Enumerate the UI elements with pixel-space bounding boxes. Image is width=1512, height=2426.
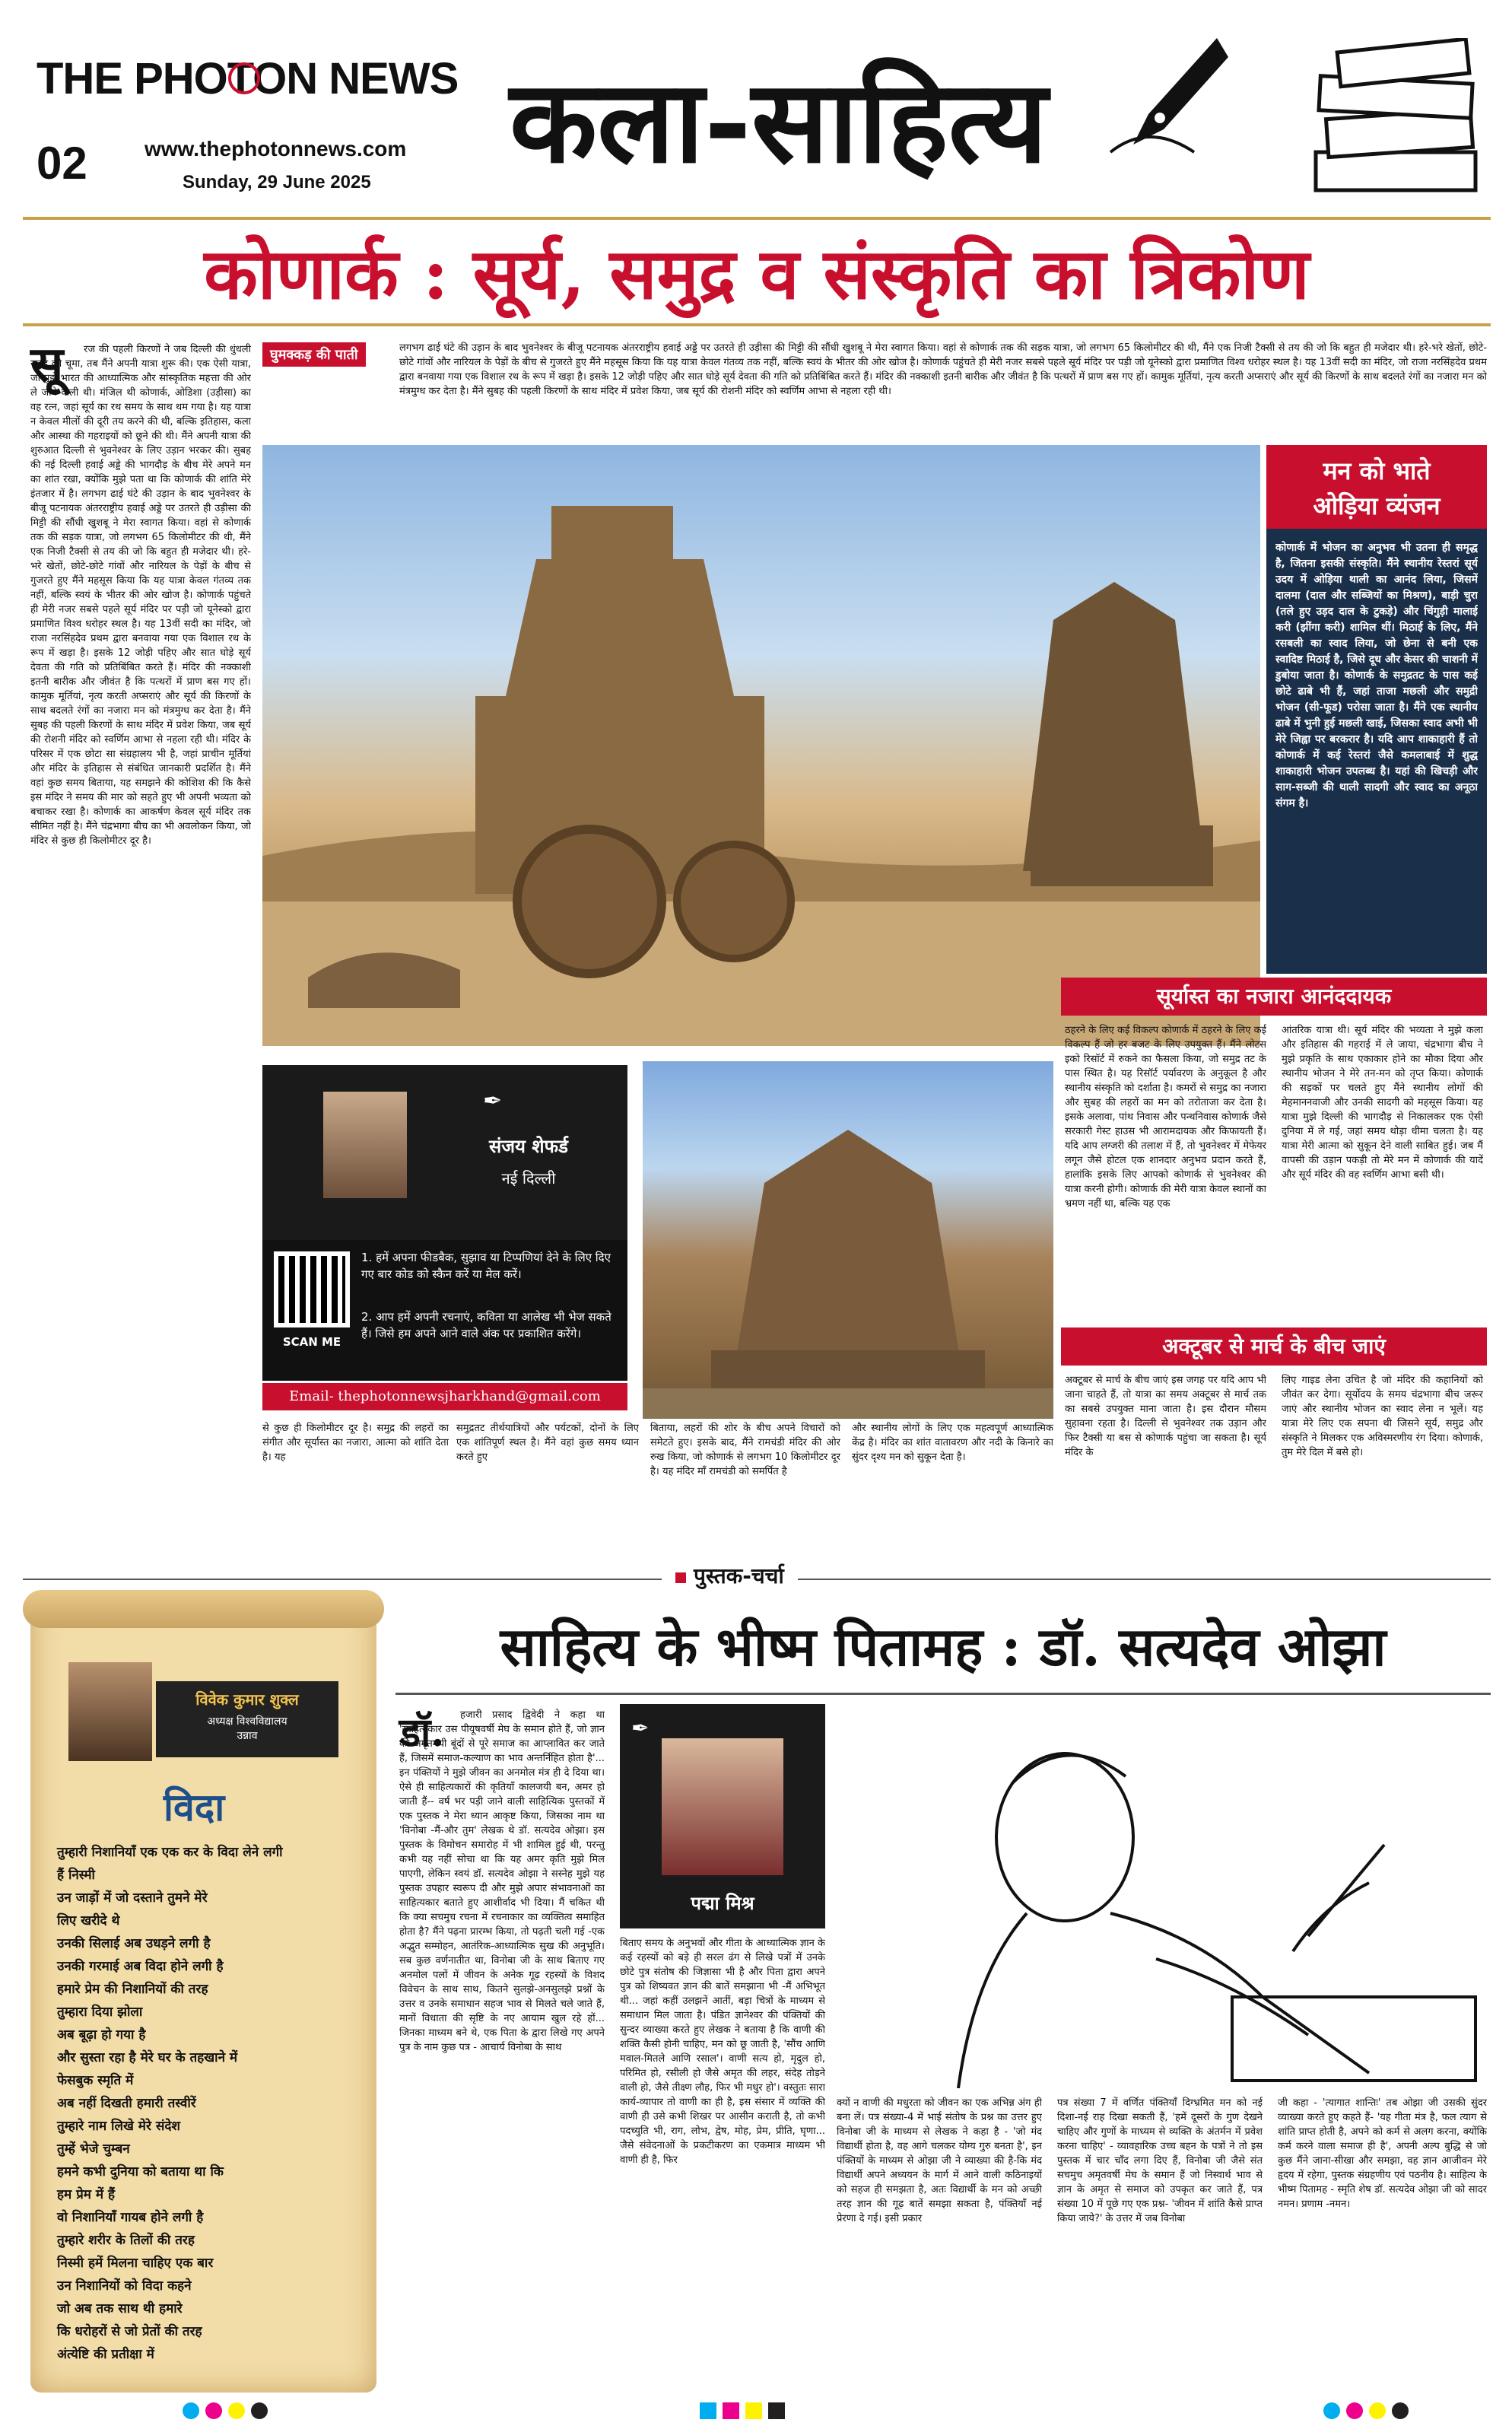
- poem-line: कि धरोहरों से जो प्रेतों की तरह: [57, 2324, 202, 2339]
- sidebar-food: [1266, 445, 1487, 974]
- yellow-dot: [228, 2402, 245, 2419]
- masthead: [23, 23, 1491, 213]
- reviewer-photo: [662, 1738, 783, 1875]
- magenta-dot: [205, 2402, 222, 2419]
- qr-text-2: 2. आप हमें अपनी रचनाएं, कविता या आलेख भी भेज सकते हैं। जिसे हम अपने आने वाले अंक पर प्रकाशित करेंगे।: [361, 1310, 611, 1340]
- footer-marks-right: [1323, 2402, 1415, 2422]
- poem-line: तुम्हारी निशानियाँ एक एक कर के विदा लेने लगी: [57, 1845, 283, 1860]
- reviewer-box: [620, 1704, 825, 1928]
- author-name: संजय शेफर्ड: [489, 1136, 568, 1157]
- poem-author-role-1: अध्यक्ष विश्वविद्यालय: [207, 1715, 287, 1728]
- bullet-square-icon: [675, 1572, 686, 1583]
- sidebar-title-1: मन को भाते: [1323, 456, 1431, 485]
- poem-line: लिए खरीदे थे: [57, 1913, 120, 1928]
- konark-temple-illustration: [643, 1061, 1053, 1419]
- reviewer-name: पद्मा मिश्र: [691, 1893, 754, 1914]
- oct-mar-title: अक्टूबर से मार्च के बीच जाएं: [1061, 1327, 1487, 1366]
- cyan-dot: [183, 2402, 199, 2419]
- scroll-top-roll: [23, 1590, 384, 1628]
- section-label-text: पुस्तक-चर्चा: [694, 1563, 784, 1588]
- author-city: नई दिल्ली: [501, 1169, 556, 1188]
- magenta-square: [723, 2402, 739, 2419]
- article-headline: कोणार्क : सूर्य, समुद्र व संस्कृति का त्रिकोण: [204, 233, 1310, 315]
- article-bottom-col2: समुद्रतट तीर्थयात्रियों और पर्यटकों, दोनों के लिए एक शांतिपूर्ण स्थल है। मैंने वहां कुछ समय ध्यान करते हुए: [456, 1423, 639, 1463]
- header-divider: [23, 217, 1491, 220]
- poem-line: उनकी सिलाई अब उधड़ने लगी है: [57, 1936, 211, 1951]
- footer-marks-left: [183, 2402, 274, 2422]
- oct-mar-col2: लिए गाइड लेना उचित है जो मंदिर की कहानियों को जीवंत कर देगा। सूर्योदय के समय चंद्रभागा बीच जरूर जाएं और स्थानीय भोजन का स्वाद लेना न भूलें। यह यात्रा मेरे लिए एक सपना थी जिसने सूर्य, समुद्र और संस्कृति ने मिलकर एक अविस्मरणीय रंग दिया। कोणार्क, तुम मेरे दिल में बसे हो।: [1282, 1375, 1483, 1458]
- qr-label: SCAN ME: [282, 1335, 341, 1349]
- book-col5: जी कहा - 'त्यागात शान्तिः' तब ओझा जी उसकी सुंदर व्याख्या करते हुए कहते हैं- 'यह गीता मंत्र है, फल त्याग से शांति प्राप्त होती है, अपने को कर्म से अलग करना, क्योंकि कर्म करने वाला समाज ही है', अपनी अल्प बुद्धि से जो कुछ मैंने जाना-सीखा और समझा, वह ज्ञान आजीवन मेरे हृदय में रहेगा, पुस्तक संग्रहणीय एवं पठनीय है। साहित्य के भीष्म पितामह - स्मृति शेष डॉ. सत्यदेव ओझा जी को सादर नमन। प्रणाम -नमन।: [1278, 2097, 1487, 2210]
- quill-icon: ✒: [631, 1715, 650, 1741]
- book-headline: साहित्य के भीष्म पितामह : डॉ. सत्यदेव ओझा: [500, 1615, 1387, 1678]
- qr-code[interactable]: [274, 1251, 350, 1327]
- author-box: [262, 1065, 627, 1240]
- book-col2: बिताए समय के अनुभवों और गीता के आध्यात्मिक ज्ञान के कई रहस्यों को बड़े ही सरल ढंग से लिखे पत्रों में उनके छोटे पुत्र संतोष की जिज्ञासा भी है और पिता द्वारा अपने पुत्र को शिष्यवत ज्ञान की बातें समझाना भी -मैं अभिभूत थी... जहां कहीं उलझनें आतीं, बड़ा चित्रों के माध्यम से समाधान मिल जाता है। पंडित ज्ञानेश्वर की पंक्तियों की सुन्दर व्याख्या करते हुए लेखक ने बताया है कि वाणी की शक्ति कैसी होनी चाहिए, मन को छू जाती है, 'सौंच आणि मवाल-मितले आणि रसाल'। वाणी सत्य हो, मृदुल हो, परिमित हो, रसीली हो जैसे अमृत की लहर, संदेह तोड़ने वाली हो, जैसे तीक्ष्ण लौह, फिर भी मधुर हो'। वस्तुतः सारा कार्य-व्यापार तो वाणी का ही है, इस संसार में व्यक्ति की वाणी ही उसे कभी शिखर पर आसीन कराती है, तो कभी पदच्युति भी, राग, लोभ, द्वेष, मोह, प्रेम, प्रीति, घृणा... जैसे संवेदनाओं के प्रकटीकरण का एकमात्र माध्यम भी वाणी ही है, फिर: [620, 1938, 825, 2166]
- sunset-title: सूर्यास्त का नजारा आनंददायक: [1061, 978, 1487, 1016]
- poem-line: अब बूढ़ा हो गया है: [57, 2027, 146, 2043]
- poem-scroll: [30, 1598, 376, 2393]
- poem-line: उन निशानियों को विदा कहने: [57, 2278, 192, 2294]
- poem-line: तुम्हारे नाम लिखे मेरे संदेश: [57, 2119, 180, 2134]
- brand-logo-icon: [228, 62, 260, 94]
- writer-sketch: [837, 1708, 1491, 2088]
- stone-chariot-illustration: [262, 445, 1260, 1046]
- sidebar-text: कोणार्क में भोजन का अनुभव भी उतना ही समृद्ध है, जितना इसकी संस्कृति। मैंने स्थानीय रेस्तरां सूर्य उदय में ओड़िया थाली का आनंद लिया, जिसमें दालमा (दाल और सब्जियों का मिश्रण), बाड़ी चुरा (तले हुए उड़द दाल के टुकड़े) और चिंगुड़ी मालाई करी (झींगा करी) शामिल थीं। मिठाई के लिए, मैंने रसबली का स्वाद लिया, जो छेना से बनी एक स्वादिष्ट मिठाई है, जिसे दूध और केसर की चाशनी में डुबोया जाता है। कोणार्क के समुद्रतट के पास कई छोटे ढाबे भी हैं, जहां ताजा मछली और समुद्री भोजन (सी-फूड) परोसा जाता है। मैंने एक स्थानीय ढाबे में भुनी हुई मछली खाई, जिसका स्वाद अभी भी मेरे जिह्वा पर बरकरार है। यदि आप शाकाहारी हैं तो कोणार्क में कई रेस्तरां जैसे कमलाबाई में शुद्ध शाकाहारी भोजन उपलब्ध है। यहां की खिचड़ी और साग-सब्जी की थाली सादगी और स्वाद का अनूठा संगम है।: [1275, 542, 1478, 809]
- yellow-dot: [1369, 2402, 1386, 2419]
- poem-line: निस्मी हमें मिलना चाहिए एक बार: [57, 2256, 214, 2271]
- poem-line: अब नहीं दिखती हमारी तस्वीरें: [57, 2096, 196, 2111]
- black-square: [768, 2402, 785, 2419]
- brand-name: THE PHOTON NEWS: [37, 54, 459, 103]
- poem-lines: [57, 1841, 361, 2366]
- cyan-square: [700, 2402, 716, 2419]
- cyan-dot: [1323, 2402, 1340, 2419]
- book-headline-divider: [395, 1693, 1491, 1695]
- black-dot: [251, 2402, 268, 2419]
- issue-date: Sunday, 29 June 2025: [183, 172, 371, 192]
- sunset-col2: आंतरिक यात्रा थी। सूर्य मंदिर की भव्यता ने मुझे कला और इतिहास की गहराई में ले जाया, चंद्रभागा बीच ने मुझे प्रकृति के साथ एकाकार होने का मौका दिया और स्थानीय भोजन ने मेरे तन-मन को तृप्त किया। कोणार्क की सड़कों पर चलते हुए मैंने स्थानीय लोगों की मेहमाननवाजी और उनकी सादगी को महसूस किया। यह यात्रा मुझे दिल्ली की भागदौड़ से निकालकर एक ऐसी दुनिया में ले गई, जहां समय थोड़ा धीमा चलता है। यह यात्रा मेरी आत्मा को सुकून देने वाली साबित हुई। जब मैं वापसी की उड़ान पकड़ी तो मेरे मन में कोणार्क की यादें और सूर्य मंदिर की वह स्वर्णिम आभा बसी थी।: [1282, 1025, 1483, 1181]
- article-bottom-col3: बिताया, लहरों की शोर के बीच अपने विचारों को समेटते हुए। इसके बाद, मैंने रामचंडी मंदिर की ओर रुख किया, जो कोणार्क से लगभग 10 किलोमीटर दूर है। यह मंदिर माँ रामचंडी को समर्पित है: [650, 1423, 840, 1477]
- poem-line: तुम्हें भेजे चुम्बन: [57, 2141, 130, 2157]
- article-col1: रज की पहली किरणों ने जब दिल्ली की धुंधली सुबह को चूमा, तब मैंने अपनी यात्रा शुरू की। एक ऐसी यात्रा, जो मुझे भारत की आध्यात्मिक और सांस्कृतिक महत्ता की ओर ले जाने वाली थी। मंजिल थी कोणार्क, ओडिशा (उड़ीसा) का वह रत्न, जहां सूर्य का रथ समय के साथ थम गया है। यह यात्रा न केवल मीलों की दूरी तय करने की थी, बल्कि इतिहास, कला और आस्था की गहराइयों को छूने की थी। मैंने अपनी यात्रा की शुरुआत दिल्ली से भुवनेश्वर के लिए उड़ान भरकर की। सुबह की नई दिल्ली हवाई अड्डे की भागदौड़ के बीच मेरे अपने मन का शांत रखा, क्योंकि मुझे पता था कि कोणार्क की शांति मेरे इंतजार में है। लगभग ढाई घंटे की उड़ान के बाद भुवनेश्वर के बीजू पटनायक अंतरराष्ट्रीय हवाई अड्डे पर उतरते ही उड़ीसा की मिट्टी की सौंधी खुशबू ने मेरा स्वागत किया। वहां से कोणार्क तक की सड़क यात्रा, जो लगभग 65 किलोमीटर की थी, मैंने एक निजी टैक्सी से तय की जो कि बहुत ही मजेदार थी। हरे-भरे खेतों, छोटे-छोटे गांवों और नारियल के पेड़ों के बीच से गुजरते हुए मैंने महसूस किया कि यह यात्रा केवल गंतव्य तक नहीं, बल्कि स्वयं के भीतर की ओर खोज है। कोणार्क पहुंचते ही मेरी नजर सबसे पहले सूर्य मंदिर पर पड़ी जो यूनेस्को द्वारा प्रमाणित विश्व धरोहर स्थल है। यह 13वीं सदी का मंदिर, जो राजा नरसिंहदेव प्रथम द्वारा बनवाया गया एक विशाल रथ के रूप में खड़ा है। इसके 12 जोड़ी पहिए और सात घोड़े सूर्य देवता की गति को प्रतिबिंबित करते हैं। मंदिर की नक्काशी इतनी बारीक और जीवंत है कि पत्थरों में प्राण बस गए हों। कामुक मूर्तियां, नृत्य करती अप्सराएं और सूर्य की किरणों के साथ बदलते रंगों का नजारा मन को मंत्रमुग्ध कर देता है। मैंने सुबह की पहली किरणों के साथ मंदिर में प्रवेश किया, जब सूर्य की रोशनी मंदिर को स्वर्णिम आभा से नहला रही थी। मंदिर के परिसर में एक छोटा सा संग्रहालय भी है, जहां प्राचीन मूर्तियां और मंदिर के इतिहास से संबंधित जानकारी प्रदर्शित है। मैंने वहां कुछ समय बिताया, यह समझने की कोशिश की कि कैसे इस मंदिर ने समय की मार को सहते हुए भी अपनी भव्यता को बचाकर रखा है। कोणार्क का आकर्षण केवल सूर्य मंदिर तक सीमित नहीं है। मैंने चंद्रभागा बीच का भी अवलोकन किया, जो मंदिर से कुछ ही किलोमीटर दूर है।: [30, 344, 251, 847]
- yellow-square: [745, 2402, 762, 2419]
- poem-author-role-2: उन्नाव: [237, 1730, 258, 1742]
- poem-line: वो निशानियाँ गायब होने लगी है: [57, 2210, 204, 2225]
- oct-mar-col1: अक्टूबर से मार्च के बीच जाएं इस जगह पर यदि आप भी जाना चाहते हैं, तो यात्रा का समय अक्टूबर से मार्च तक का सबसे उपयुक्त माना जाता है। इस दौरान मौसम सुहावना रहता है। दिल्ली से भुवनेश्वर तक उड़ान और फिर टैक्सी या बस से कोणार्क पहुंचा जा सकता है। सूर्य मंदिर के: [1065, 1375, 1266, 1458]
- article-bottom-col1: से कुछ ही किलोमीटर दूर है। समुद्र की लहरों का संगीत और सूर्यास्त का नजारा, आत्मा को शांति देता है। यह: [262, 1423, 449, 1463]
- section-label: [662, 1561, 798, 1590]
- page-number: 02: [37, 138, 87, 189]
- poem-line: हम प्रेम में हैं: [57, 2187, 115, 2202]
- poem-line: फेसबुक स्मृति में: [57, 2073, 134, 2088]
- sunset-col1: ठहरने के लिए कई विकल्प कोणार्क में ठहरने के लिए कई विकल्प हैं जो हर बजट के लिए उपयुक्त हैं। मैंने लोटस इको रिसॉर्ट में रुकने का फैसला किया, जो समुद्र तट के पास स्थित है। यह रिसॉर्ट पर्यावरण के अनुकूल है और स्थानीय संस्कृति को दर्शाता है। कमरों से समुद्र का नजारा और सुबह की लहरों का मन को तरोताजा कर देता है। इसके अलावा, पांथ निवास और पन्थनिवास कोणार्क जैसे सरकारी गेस्ट हाउस भी आरामदायक और किफायती हैं। यदि आप लग्जरी की तलाश में हैं, तो भुवनेश्वर में मेफेयर लगून जैसे होटल एक शानदार अनुभव प्रदान करते हैं, हालांकि इसके लिए आपको कोणार्क से भुवनेश्वर की यात्रा करनी होगी। कोणार्क की मेरी यात्रा केवल स्थानों का भ्रमण नहीं था, बल्कि यह एक: [1065, 1025, 1266, 1210]
- poem-line: तुम्हारा दिया झोला: [57, 2005, 143, 2020]
- poem-author-name: विवेक कुमार शुक्ल: [195, 1690, 299, 1709]
- poem-line: तुम्हारे शरीर के तिलों की तरह: [57, 2233, 195, 2248]
- poem-line: जो अब तक साथ थी हमारे: [57, 2301, 183, 2316]
- poem-line: हैं निस्मी: [57, 1868, 95, 1883]
- poem-title: विदा: [164, 1785, 225, 1830]
- footer-marks-center: [700, 2402, 791, 2422]
- qr-text-1: 1. हमें अपना फीडबैक, सुझाव या टिप्पणियां देने के लिए दिए गए बार कोड को स्कैन करें या मेल करें।: [361, 1251, 611, 1281]
- black-dot: [1392, 2402, 1409, 2419]
- poem-line: हमने कभी दुनिया को बताया था कि: [57, 2164, 224, 2180]
- pen-nib-icon: [1103, 30, 1232, 160]
- feedback-box: [262, 1240, 627, 1381]
- website-url[interactable]: www.thephotonnews.com: [145, 137, 407, 161]
- headline-divider: [23, 323, 1491, 326]
- book-col4: पत्र संख्या 7 में वर्णित पंक्तियाँ दिग्भ्रमित मन को नई दिशा-नई राह दिखा सकती हैं, 'हमें दूसरों के गुण देखने चाहिए और गुणों के माध्यम से व्यक्ति के अंतर्मन में प्रवेश करना चाहिए' - व्यावहारिक उच्च बहन के पत्रों ने तो इस पुस्तक में चार चाँद लगा दिए हैं, विनोबा जी जैसे संत सचमुच अमृतवर्षी मेघ के समान हैं जो निस्वार्थ भाव से ज्ञान के अमृत से समाज को उपकृत कर जाते हैं, पत्र संख्या 10 में पूछे गए एक प्रश्न- 'जीवन में शांति कैसे प्राप्त किया जाये?' के उत्तर में जब विनोबा: [1057, 2097, 1263, 2224]
- author-photo: [323, 1092, 407, 1198]
- poem-line: और सुस्ता रहा है मेरे घर के तहखाने में: [57, 2050, 238, 2065]
- column-tag: घुमक्कड़ की पाती: [262, 342, 366, 367]
- book-col3: क्यों न वाणी की मधुरता को जीवन का एक अभिन्न अंग ही बना लें। पत्र संख्या-4 में भाई संतोष के प्रश्न का उत्तर हुए विनोबा जी के माध्यम से लेखक ने कहा है - 'जो मंद विद्यार्थी होता है, वह आगे चलकर योग्य गुरु बनता है', इन पंक्तियों के माध्यम से ओझा जी ने व्याख्या की है-कि मंद विद्यार्थी अपने अध्ययन के मार्ग में आने वाली कठिनाइयों को सहज ही समझता है, अतः विद्यार्थी के मन को अच्छी तरह ज्ञान की गूढ़ बातें समझा सकता है, पंक्तियाँ नई प्रेरणा दे गई। इसी प्रकार: [837, 2097, 1042, 2224]
- article-bottom-col4: और स्थानीय लोगों के लिए एक महत्वपूर्ण आध्यात्मिक केंद्र है। मंदिर का शांत वातावरण और नदी के किनारे का सुंदर दृश्य मन को सुकून देता है।: [852, 1423, 1053, 1463]
- temple-photo-main: [262, 445, 1260, 1046]
- temple-photo-secondary: [643, 1061, 1053, 1419]
- feedback-email[interactable]: Email- thephotonnewsjharkhand@gmail.com: [262, 1383, 627, 1410]
- article-top-text: लगभग ढाई घंटे की उड़ान के बाद भुवनेश्वर के बीजू पटनायक अंतरराष्ट्रीय हवाई अड्डे पर उतरते ही उड़ीसा की मिट्टी की सौंधी खुशबू ने मेरा स्वागत किया। वहां से कोणार्क तक की सड़क यात्रा, जो लगभग 65 किलोमीटर की थी, मैंने एक निजी टैक्सी से तय की जो कि बहुत ही मजेदार थी। हरे-भरे खेतों, छोटे-छोटे गांवों और नारियल के पेड़ों के बीच से गुजरते हुए मैंने महसूस किया कि यह यात्रा केवल गंतव्य तक नहीं, बल्कि स्वयं के भीतर की ओर खोज है। कोणार्क पहुंचते ही मेरी नजर सबसे पहले सूर्य मंदिर पर पड़ी जो यूनेस्को द्वारा प्रमाणित विश्व धरोहर स्थल है। यह 13वीं सदी का मंदिर, जो राजा नरसिंहदेव प्रथम द्वारा बनवाया गया एक विशाल रथ के रूप में खड़ा है। इसके 12 जोड़ी पहिए और सात घोड़े सूर्य देवता की गति को प्रतिबिंबित करते हैं। मंदिर की नक्काशी इतनी बारीक और जीवंत है कि पत्थरों में प्राण बस गए हों। कामुक मूर्तियां, नृत्य करती अप्सराएं और सूर्य की किरणों के साथ बदलते रंगों का नजारा मन को मंत्रमुग्ध कर देता है। मैंने सुबह की पहली किरणों के साथ मंदिर में प्रवेश किया, जब सूर्य की रोशनी मंदिर को स्वर्णिम आभा से नहला रही थी।: [399, 342, 1487, 397]
- article-dropcap: सू: [30, 336, 64, 393]
- magenta-dot: [1346, 2402, 1363, 2419]
- poem-line: उनकी गरमाई अब विदा होने लगी है: [57, 1959, 224, 1974]
- writer-sketch-illustration: [837, 1708, 1491, 2088]
- books-stack-icon: [1301, 38, 1491, 205]
- sidebar-title-2: ओड़िया व्यंजन: [1313, 491, 1441, 520]
- poem-line: अंत्येष्टि की प्रतीक्षा में: [57, 2347, 154, 2362]
- book-col1: हजारी प्रसाद द्विवेदी ने कहा था 'साहित्यकार उस पीयूषवर्षी मेघ के समान होते हैं, जो ज्ञान की अमृतमयी बूंदों से पूरे समाज का आप्लावित कर जाते हैं, जिसमें समाज-कल्याण का भाव अन्तर्निहित होता है'... इन पंक्तियों ने मुझे जीवन का अनमोल मंत्र ही दे दिया था। ऐसे ही साहित्यकारों की कृतियाँ कालजयी बन, अमर हो जाती हैं-- वर्ष भर पड़ी जाने वाली साहित्यिक पुस्तकों में एक पुस्तक ने मेरा ध्यान आकृष्ट किया, जिसका नाम था 'विनोबा -मैं-और तुम' लेखक थे डॉ. सत्यदेव ओझा। इस पुस्तक के विमोचन समारोह में भी शामिल हुई थी, परन्तु कभी यह नहीं सोचा था कि यह अमर कृति मुझे मिल पाएगी, लेकिन स्वयं डॉ. सत्यदेव ओझा ने सस्नेह मुझे यह पुस्तक उपहार स्वरूप दी और मुझे अपार संभावनाओं का साहित्यकार बताते हुए आशीर्वाद भी दिया। मैं चकित थी कि क्या सचमुच रचना में रचनाकार का व्यक्तित्व समाहित होता है? मैंने पढ़ना प्रारम्भ किया, तो पढ़ती चली गई -एक अद्भुत सम्मोहन, आतंरिक-आध्यात्मिक सुख की अनुभूति। सब कुछ वर्णनातीत था, विनोबा जी के साथ बिताए गए अनमोल पलों में जीवन के अनेक गूढ़ रहस्यों के विशद विवेचन के साथ साथ, कितने सुलझे-अनसुलझे प्रश्नों के उत्तर व उनके समाधान सहज भाव से मिलते चले जाते हैं, मानों विधाता की सृष्टि के नए आयाम खुल रहे हों... जिनका माध्यम बने थे, एक पिता के द्वारा लिखे गए अपने पुत्र के नाम कुछ पत्र - आचार्य विनोबा के साथ: [399, 1709, 605, 2053]
- poem-author-photo: [68, 1662, 152, 1761]
- poem-author-box: [156, 1681, 338, 1757]
- poem-line: हमारे प्रेम की निशानियों की तरह: [57, 1982, 208, 1997]
- book-dropcap: डॉ.: [399, 1709, 445, 1756]
- section-title: कला-साहित्य: [510, 55, 1048, 189]
- quill-icon: ✒: [483, 1088, 503, 1114]
- poem-line: उन जाड़ों में जो दस्ताने तुमने मेरे: [57, 1890, 208, 1906]
